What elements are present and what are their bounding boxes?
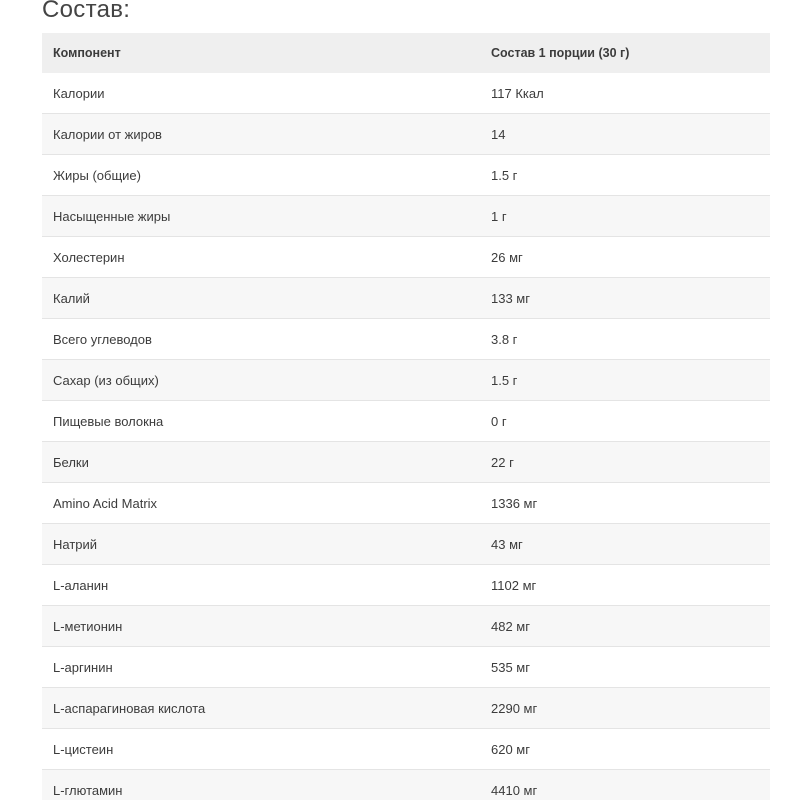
component-name-cell: L-аспарагиновая кислота — [42, 688, 480, 729]
component-name-cell: Пищевые волокна — [53, 413, 164, 429]
component-name-cell: L-аргинин — [53, 659, 113, 675]
table-row — [42, 442, 770, 483]
serving-amount-cell: 22 г — [480, 442, 770, 483]
serving-amount-cell: 1.5 г — [480, 360, 770, 401]
composition-table — [42, 33, 770, 800]
serving-amount-cell: 1102 мг — [491, 577, 537, 593]
table-row — [42, 278, 770, 319]
table-row — [42, 155, 770, 196]
component-name-cell: L-цистеин — [53, 741, 114, 757]
serving-amount-cell: 4410 мг — [480, 770, 770, 800]
component-name-cell: Amino Acid Matrix — [53, 495, 158, 511]
component-name-cell: L-метионин — [42, 606, 480, 647]
section-heading: Состав: — [42, 0, 131, 23]
table-row — [42, 606, 770, 647]
table-row — [42, 73, 770, 114]
component-name-cell: Калории от жиров — [42, 114, 480, 155]
table-header-row — [42, 33, 770, 73]
table-row — [42, 237, 770, 278]
component-name-cell: Насыщенные жиры — [42, 196, 480, 237]
serving-amount-cell: 3.8 г — [491, 331, 518, 347]
component-name-cell: L-глютамин — [42, 770, 480, 800]
component-name-cell: Калории — [53, 85, 105, 101]
serving-amount-cell: 1.5 г — [491, 167, 518, 183]
column-header-serving: Состав 1 порции (30 г) — [480, 33, 770, 73]
column-header-component: Компонент — [42, 33, 480, 73]
component-name-cell: Холестерин — [53, 249, 125, 265]
component-name-cell: Белки — [42, 442, 480, 483]
serving-amount-cell: 482 мг — [480, 606, 770, 647]
table-row — [42, 401, 770, 442]
serving-amount-cell: 26 мг — [491, 249, 523, 265]
component-name-cell: Жиры (общие) — [53, 167, 141, 183]
serving-amount-cell: 1336 мг — [491, 495, 538, 511]
serving-amount-cell: 117 Ккал — [491, 85, 544, 101]
serving-amount-cell: 133 мг — [480, 278, 770, 319]
serving-amount-cell: 43 мг — [480, 524, 770, 565]
component-name-cell: Всего углеводов — [53, 331, 152, 347]
serving-amount-cell: 620 мг — [491, 741, 530, 757]
table-row — [42, 524, 770, 565]
table-row — [42, 565, 770, 606]
component-name-cell: Натрий — [42, 524, 480, 565]
serving-amount-cell: 1 г — [480, 196, 770, 237]
serving-amount-cell: 14 — [480, 114, 770, 155]
table-row — [42, 729, 770, 770]
serving-amount-cell: 2290 мг — [480, 688, 770, 729]
serving-amount-cell: 535 мг — [491, 659, 530, 675]
table-header — [42, 33, 770, 73]
composition-table-container — [42, 33, 770, 800]
component-name-cell: L-аланин — [53, 577, 109, 593]
table-row — [42, 114, 770, 155]
serving-amount-cell: 0 г — [491, 413, 507, 429]
component-name-cell: Калий — [42, 278, 480, 319]
component-name-cell: Сахар (из общих) — [42, 360, 480, 401]
table-row — [42, 360, 770, 401]
table-row — [42, 647, 770, 688]
table-row — [42, 688, 770, 729]
table-body — [42, 73, 770, 800]
table-row — [42, 483, 770, 524]
table-row — [42, 770, 770, 800]
table-row — [42, 319, 770, 360]
table-row — [42, 196, 770, 237]
